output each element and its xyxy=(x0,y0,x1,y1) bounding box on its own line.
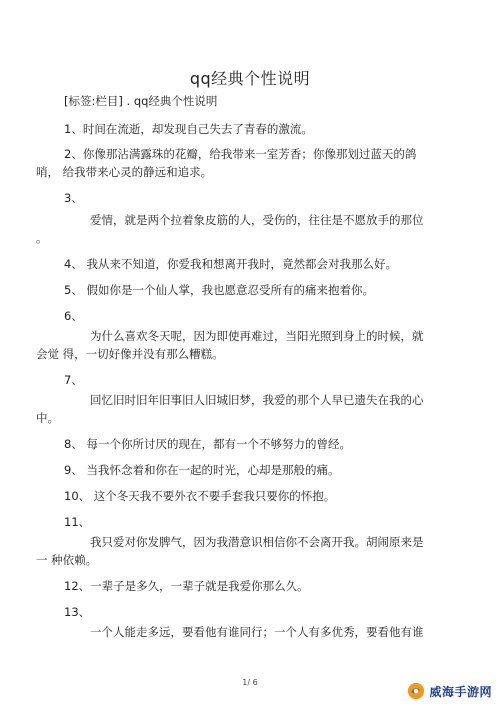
list-item: 中。 xyxy=(36,411,59,425)
list-item: 12、一辈子是多久，一辈子就是我爱你那么久。 xyxy=(64,579,309,593)
tag-line: [标签:栏目] . qq经典个性说明 xyxy=(64,94,218,108)
list-item: 3、 xyxy=(64,191,83,205)
list-item: 4、 我从来不知道，你爱我和想离开我时，竟然都会对我那么好。 xyxy=(64,257,397,271)
list-item: 13、 xyxy=(64,605,91,619)
list-item: 2、你像那沾满露珠的花瓣，给我带来一室芳香；你像那划过蓝天的鸽 xyxy=(64,147,417,161)
page-number: 1/ 6 xyxy=(242,678,258,687)
list-item: 8、 每一个你所讨厌的现在，都有一个不够努力的曾经。 xyxy=(64,437,351,451)
list-item: 爱情，就是两个拉着象皮筋的人，受伤的，往往是不愿放手的那位 xyxy=(90,213,424,227)
list-item: 11、 xyxy=(64,515,91,529)
list-item: 哨， 给我带来心灵的静远和追求。 xyxy=(36,165,213,179)
list-item: 我只爱对你发脾气，因为我潜意识相信你不会离开我。胡闹原来是 xyxy=(90,535,424,549)
list-item: 一个人能走多远，要看他有谁同行；一个人有多优秀，要看他有谁 xyxy=(90,625,424,639)
logo-text: 威海手游网 xyxy=(429,684,492,699)
list-item: 7、 xyxy=(64,373,83,387)
list-item: 6、 xyxy=(64,309,83,323)
list-item: 会觉 得，一切好像并没有那么糟糕。 xyxy=(36,347,224,361)
list-item: 。 xyxy=(36,231,48,245)
list-item: 1、时间在流逝，却发现自己失去了青春的激流。 xyxy=(64,122,313,136)
list-item: 9、 当我怀念着和你在一起的时光，心却是那般的痛。 xyxy=(64,463,340,477)
logo-mark-icon xyxy=(407,682,425,700)
list-item: 一 种依赖。 xyxy=(36,553,98,567)
list-item: 为什么喜欢冬天呢，因为即使再难过，当阳光照到身上的时候，就 xyxy=(90,329,424,343)
page-title: qq经典个性说明 xyxy=(189,69,311,88)
watermark-logo xyxy=(407,682,492,700)
list-item: 5、 假如你是一个仙人掌，我也愿意忍受所有的痛来抱着你。 xyxy=(64,283,374,297)
list-item: 10、 这个冬天我不要外衣不要手套我只要你的怀抱。 xyxy=(64,489,336,503)
list-item: 回忆旧时旧年旧事旧人旧城旧梦，我爱的那个人早已遗失在我的心 xyxy=(90,393,424,407)
